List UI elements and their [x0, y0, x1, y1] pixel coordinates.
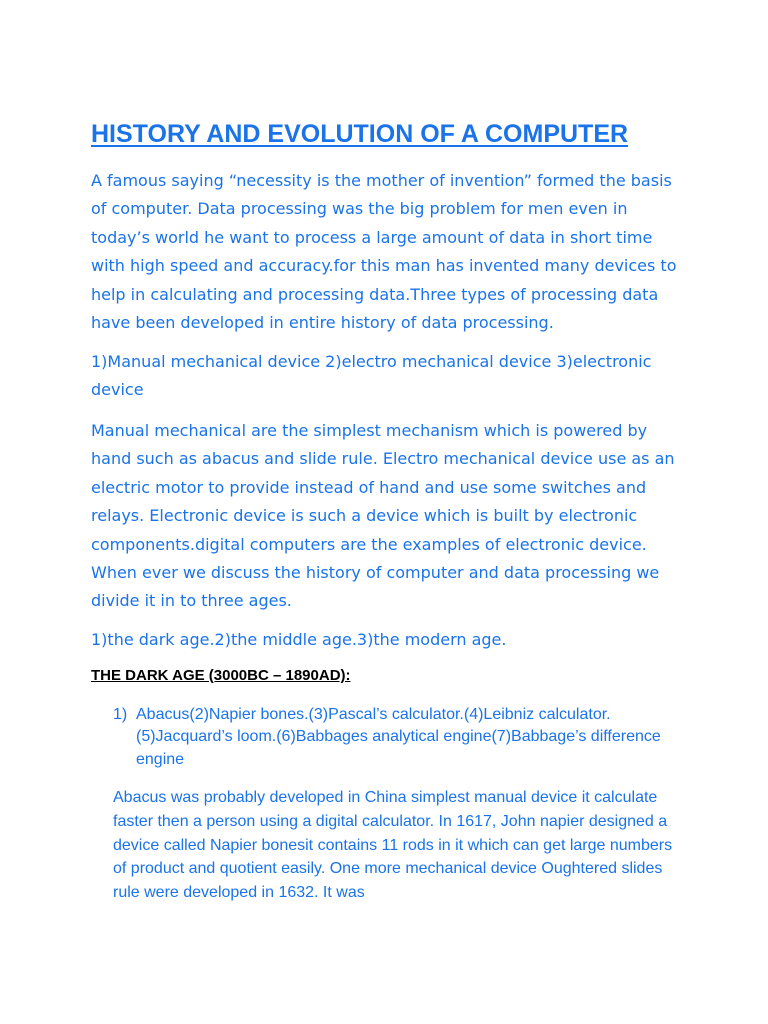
intro-paragraph: A famous saying “necessity is the mother of invention” formed the basis of computer. Data processing was the big problem for men even in today’s world he want to process a large amount of data in short time with high speed and accuracy.for this man has invented many devices to help in calculating and processing data.Three types of processing data have been developed in entire history of data processing. — [91, 171, 677, 333]
list-item-text: Abacus(2)Napier bones.(3)Pascal’s calculator.(4)Leibniz calculator.(5)Jacquard’s loom.(6)Babbages analytical engine(7)Babbage’s difference engine — [136, 706, 661, 768]
device-types-paragraph: 1)Manual mechanical device 2)electro mechanical device 3)electronic device — [91, 352, 652, 400]
dark-age-heading: THE DARK AGE (3000BC – 1890AD): — [91, 667, 351, 684]
dark-age-device-list — [113, 704, 673, 771]
device-description-paragraph: Manual mechanical are the simplest mechanism which is powered by hand such as abacus and slide rule. Electro mechanical device use as an electric motor to provide instead of hand and use some switches and relays. Electronic device is such a device which is built by electronic components.digital computers are the examples of electronic device. When ever we discuss the history of computer and data processing we divide it in to three ages. — [91, 421, 675, 611]
list-item-number: 1) — [113, 706, 128, 723]
list-item — [113, 704, 673, 771]
abacus-paragraph: Abacus was probably developed in China simplest manual device it calculate faster then a person using a digital calculator. In 1617, John napier designed a device called Napier bonesit contains 11 rods in it which can get large numbers of product and quotient easily. One more mechanical device Oughtered slides rule were developed in 1632. It was — [113, 789, 673, 902]
document-title: HISTORY AND EVOLUTION OF A COMPUTER — [91, 120, 629, 148]
ages-paragraph: 1)the dark age.2)the middle age.3)the modern age. — [91, 630, 507, 649]
